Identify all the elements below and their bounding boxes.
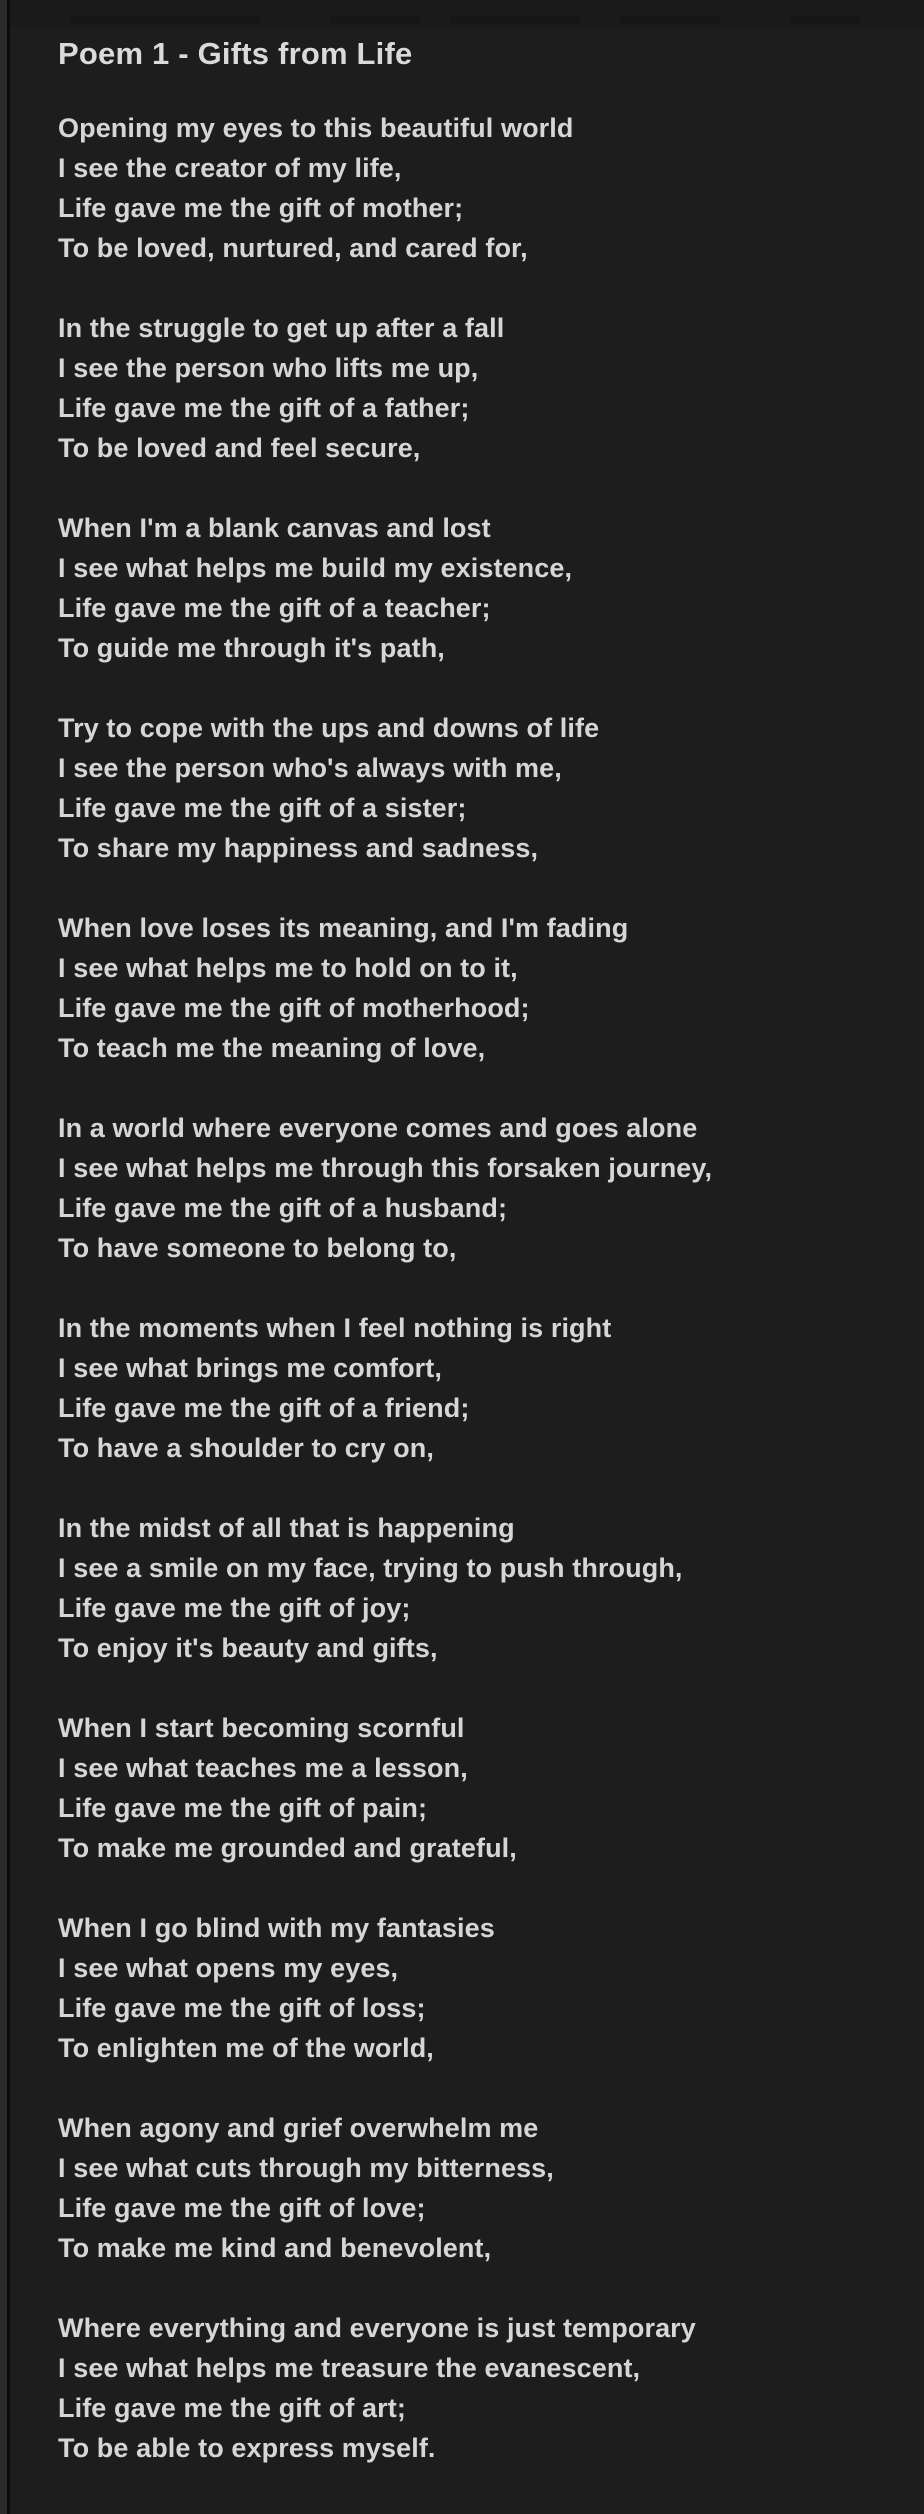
poem-line: When I'm a blank canvas and lost [58, 513, 491, 543]
poem-line: Life gave me the gift of loss; [58, 1993, 426, 2023]
poem-line: Life gave me the gift of a sister; [58, 793, 467, 823]
poem-line: When I start becoming scornful [58, 1713, 465, 1743]
poem-stanza [58, 1308, 924, 1468]
poem-line: Where everything and everyone is just temporary [58, 2313, 696, 2343]
poem-line: I see the person who lifts me up, [58, 353, 479, 383]
poem-line: To be able to express myself. [58, 2433, 436, 2463]
poem-line: I see what brings me comfort, [58, 1353, 442, 1383]
poem-line: Try to cope with the ups and downs of life [58, 713, 600, 743]
poem-stanza [58, 1508, 924, 1668]
poem-line: To make me kind and benevolent, [58, 2233, 492, 2263]
poem-stanza [58, 2108, 924, 2268]
poem-line: To make me grounded and grateful, [58, 1833, 517, 1863]
poem-line: I see a smile on my face, trying to push through, [58, 1553, 683, 1583]
poem-line: To enlighten me of the world, [58, 2033, 434, 2063]
poem-line: When I go blind with my fantasies [58, 1913, 495, 1943]
poem-line: Life gave me the gift of motherhood; [58, 993, 530, 1023]
poem-line: I see what teaches me a lesson, [58, 1753, 468, 1783]
poem-line: In the moments when I feel nothing is right [58, 1313, 612, 1343]
poem-line: To teach me the meaning of love, [58, 1033, 486, 1063]
poem-line: Life gave me the gift of a father; [58, 393, 470, 423]
poem-line: To guide me through it's path, [58, 633, 445, 663]
poem-page [10, 0, 924, 2508]
poem-line: To be loved, nurtured, and cared for, [58, 233, 528, 263]
poem-line: In a world where everyone comes and goes alone [58, 1113, 698, 1143]
poem-stanza [58, 1708, 924, 1868]
poem-line: Life gave me the gift of mother; [58, 193, 464, 223]
poem-line: Life gave me the gift of a friend; [58, 1393, 470, 1423]
poem-line: To enjoy it's beauty and gifts, [58, 1633, 438, 1663]
poem-line: In the midst of all that is happening [58, 1513, 515, 1543]
poem-stanza [58, 1908, 924, 2068]
poem-line: To share my happiness and sadness, [58, 833, 539, 863]
poem-line: I see what helps me to hold on to it, [58, 953, 518, 983]
poem-stanza [58, 2308, 924, 2468]
poem-stanza [58, 1108, 924, 1268]
poem-line: I see what helps me treasure the evanescent, [58, 2353, 641, 2383]
poem-line: To have a shoulder to cry on, [58, 1433, 434, 1463]
poem-line: To be loved and feel secure, [58, 433, 421, 463]
poem-stanza [58, 108, 924, 268]
poem-stanzas [58, 108, 924, 2468]
poem-line: To have someone to belong to, [58, 1233, 457, 1263]
poem-line: Life gave me the gift of art; [58, 2393, 406, 2423]
poem-line: I see what cuts through my bitterness, [58, 2153, 554, 2183]
poem-line: Life gave me the gift of love; [58, 2193, 426, 2223]
poem-line: I see the creator of my life, [58, 153, 402, 183]
poem-line: I see what helps me through this forsaken journey, [58, 1153, 713, 1183]
poem-line: Opening my eyes to this beautiful world [58, 113, 574, 143]
poem-stanza [58, 508, 924, 668]
poem-line: When agony and grief overwhelm me [58, 2113, 539, 2143]
poem-stanza [58, 308, 924, 468]
poem-line: Life gave me the gift of a teacher; [58, 593, 491, 623]
poem-line: Life gave me the gift of a husband; [58, 1193, 508, 1223]
poem-line: Life gave me the gift of pain; [58, 1793, 428, 1823]
poem-line: In the struggle to get up after a fall [58, 313, 505, 343]
poem-line: I see what opens my eyes, [58, 1953, 399, 1983]
poem-line: When love loses its meaning, and I'm fading [58, 913, 629, 943]
poem-line: I see the person who's always with me, [58, 753, 562, 783]
poem-stanza [58, 908, 924, 1068]
poem-title: Poem 1 - Gifts from Life [58, 36, 413, 71]
poem-line: I see what helps me build my existence, [58, 553, 573, 583]
poem-line: Life gave me the gift of joy; [58, 1593, 411, 1623]
left-edge-strip [0, 0, 7, 2514]
poem-stanza [58, 708, 924, 868]
